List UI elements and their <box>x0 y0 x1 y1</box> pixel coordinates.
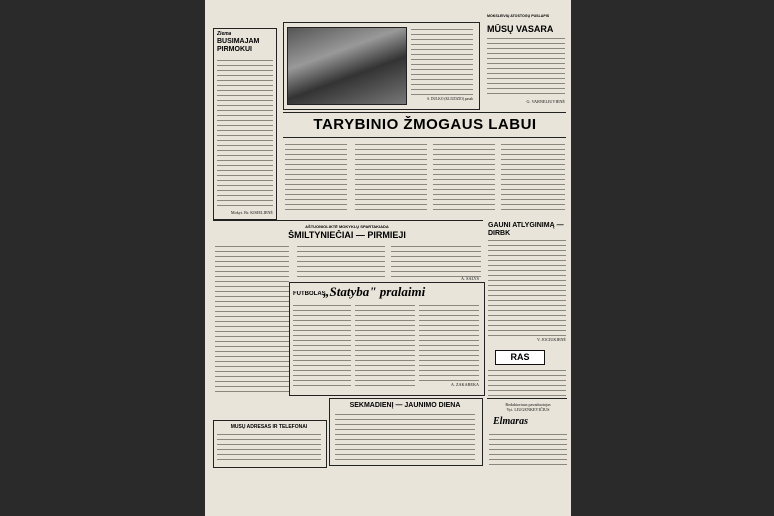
left-article-title: BŪSIMAJAM PIRMOKUI <box>217 38 260 53</box>
right-top-signature: G. VARNELIUVIENĖ <box>526 99 565 104</box>
sports-title: ŠMILTYNIEČIAI — PIRMIEJI <box>288 230 406 240</box>
address-title: MŪSŲ ADRESAS IR TELEFONAI <box>230 424 308 430</box>
top-story-photo <box>287 27 407 105</box>
banner-body-1 <box>285 142 347 214</box>
newspaper-page <box>205 0 571 516</box>
masthead-rule <box>487 398 567 399</box>
banner-rule-bottom <box>283 137 566 138</box>
left-article-body <box>217 58 273 210</box>
right-mid-title: GAUNI ATLYGINIMĄ — DIRBK <box>488 222 564 237</box>
address-body <box>217 432 321 462</box>
ras-logo: RAS <box>495 350 545 365</box>
sports-body-1 <box>215 244 289 394</box>
masthead-editor-label: Redaktoriaus pavaduotojas <box>505 402 551 407</box>
sports-signature: A. ŠALYS <box>461 276 479 281</box>
football-body-3 <box>419 303 479 381</box>
right-top-body <box>487 36 565 98</box>
top-story-body <box>411 27 473 95</box>
right-mid-signature: V. JOCIUKIENĖ <box>536 337 566 342</box>
football-signature: A. ZAKAREKA <box>450 382 479 387</box>
right-mid-body <box>488 238 566 336</box>
sports-body-2 <box>297 244 385 278</box>
football-body-1 <box>293 303 351 389</box>
right-top-kicker: MOKSLEIVIŲ ATOSTOGŲ PUSLAPIS <box>487 14 550 18</box>
masthead-info <box>489 432 567 466</box>
masthead-name: Elmaras <box>493 416 529 427</box>
left-section-label: Žiema <box>217 31 232 37</box>
sports-body-3 <box>391 244 481 278</box>
banner-body-4 <box>501 142 565 214</box>
football-title: „Statyba" pralaimi <box>323 284 426 299</box>
sunday-body <box>335 412 475 460</box>
sports-kicker: AŠTUONIOLIKTĖ MOKYKLŲ SPARTAKIADA <box>305 224 389 229</box>
football-body-2 <box>355 303 415 389</box>
masthead-editor-name: Vyt. LIUGENKEVIČIUS <box>506 407 550 412</box>
top-story-signature: S. DULKO (KLIŪDŽIO) pasak <box>427 97 473 101</box>
banner-title: TARYBINIO ŽMOGAUS LABUI <box>313 116 537 133</box>
football-label: FUTBOLAS <box>293 291 326 297</box>
banner-rule-top <box>283 112 566 113</box>
sunday-title: SEKMADIENĮ — JAUNIMO DIENA <box>349 402 461 409</box>
banner-body-2 <box>355 142 427 214</box>
right-mid-notes <box>488 368 566 396</box>
banner-body-3 <box>433 142 495 214</box>
left-article-signature: Mokyt. Br. KISIELIENĖ <box>230 210 273 215</box>
sports-rule <box>213 220 483 221</box>
right-top-title: MŪSŲ VASARA <box>487 24 554 34</box>
